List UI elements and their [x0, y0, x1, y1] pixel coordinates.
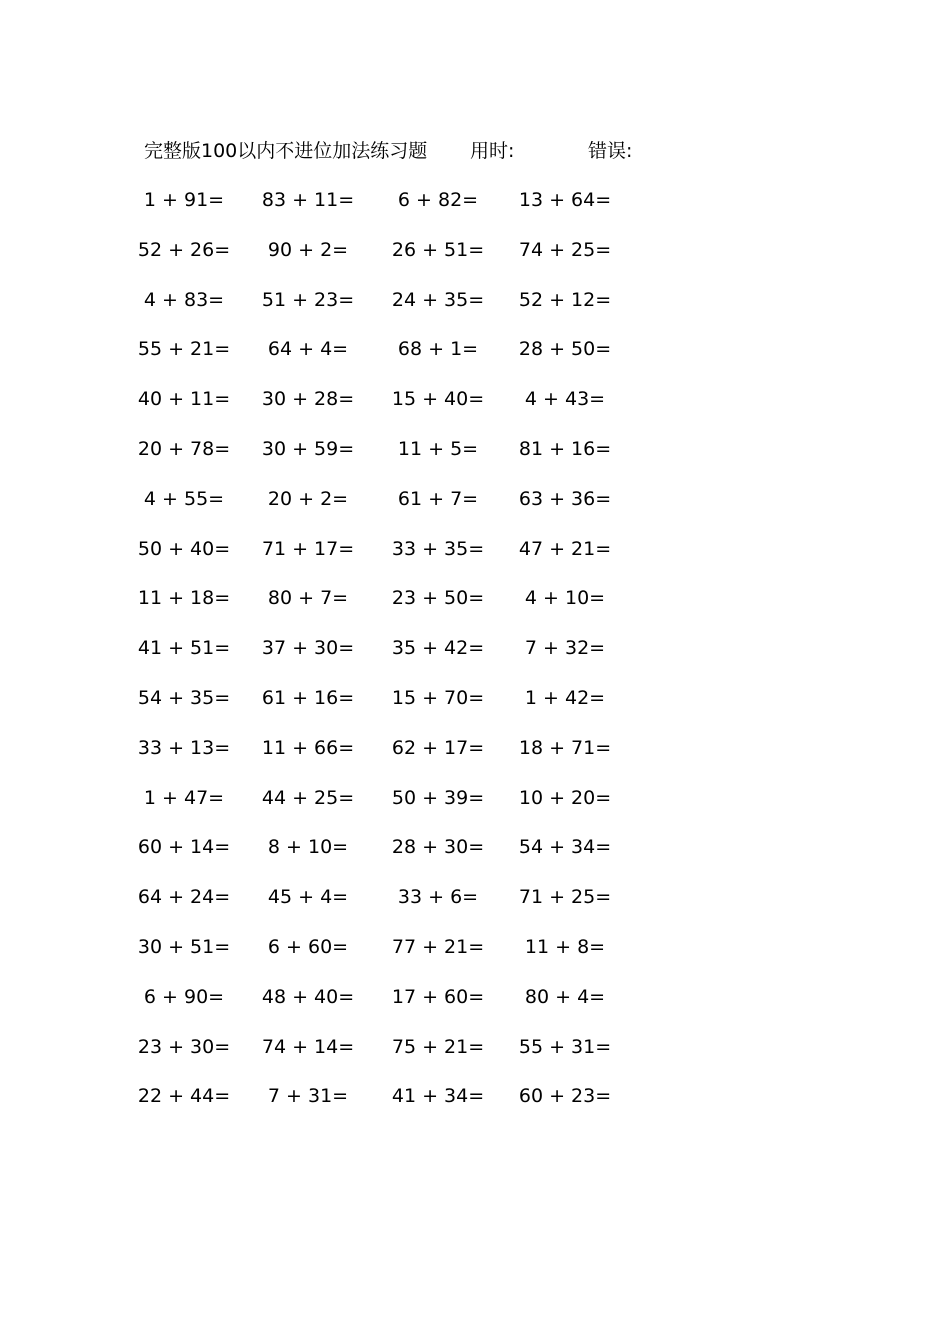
problem-row	[0, 833, 950, 883]
addition-problem: 74 + 14=	[261, 1035, 355, 1058]
addition-problem: 80 + 4=	[524, 985, 606, 1008]
problem-row	[0, 983, 950, 1033]
addition-problem: 77 + 21=	[391, 935, 485, 958]
addition-problem: 6 + 82=	[397, 189, 479, 211]
addition-problem: 71 + 25=	[518, 886, 612, 909]
problem-row	[0, 784, 950, 834]
addition-problem: 6 + 90=	[143, 985, 225, 1008]
addition-problem: 4 + 83=	[143, 288, 225, 311]
addition-problem: 30 + 51=	[137, 935, 231, 958]
addition-problem: 63 + 36=	[518, 487, 612, 510]
addition-problem: 26 + 51=	[391, 238, 485, 261]
addition-problem: 33 + 35=	[391, 537, 485, 560]
addition-problem: 40 + 11=	[137, 388, 231, 411]
addition-problem: 68 + 1=	[397, 338, 479, 361]
addition-problem: 11 + 66=	[261, 736, 355, 759]
addition-problem: 64 + 24=	[137, 886, 231, 909]
addition-problem: 48 + 40=	[261, 985, 355, 1008]
addition-problem: 55 + 31=	[518, 1035, 612, 1058]
addition-problem: 20 + 78=	[137, 437, 231, 460]
addition-problem: 13 + 64=	[518, 189, 612, 211]
addition-problem: 35 + 42=	[391, 637, 485, 660]
addition-problem: 44 + 25=	[261, 786, 355, 809]
addition-problem: 37 + 30=	[261, 637, 355, 660]
addition-problem: 22 + 44=	[137, 1085, 231, 1108]
addition-problem: 24 + 35=	[391, 288, 485, 311]
addition-problem: 61 + 7=	[397, 487, 479, 510]
addition-problem: 11 + 5=	[397, 437, 479, 460]
problem-row	[0, 883, 950, 933]
problem-row	[0, 485, 950, 535]
addition-problem: 41 + 51=	[137, 637, 231, 660]
problem-row	[0, 335, 950, 385]
addition-problem: 4 + 43=	[524, 388, 606, 411]
problem-row	[0, 933, 950, 983]
addition-problem: 30 + 28=	[261, 388, 355, 411]
addition-problem: 54 + 35=	[137, 686, 231, 709]
errors-label: 错误:	[588, 140, 633, 162]
addition-problem: 4 + 10=	[524, 587, 606, 610]
addition-problem: 52 + 26=	[137, 238, 231, 261]
addition-problem: 90 + 2=	[267, 238, 349, 261]
addition-problem: 54 + 34=	[518, 836, 612, 859]
addition-problem: 33 + 6=	[397, 886, 479, 909]
addition-problem: 81 + 16=	[518, 437, 612, 460]
problem-row	[0, 286, 950, 336]
problem-grid	[0, 186, 950, 1132]
addition-problem: 64 + 4=	[267, 338, 349, 361]
problem-row	[0, 385, 950, 435]
addition-problem: 71 + 17=	[261, 537, 355, 560]
problem-row	[0, 734, 950, 784]
addition-problem: 28 + 50=	[518, 338, 612, 361]
time-label: 用时:	[470, 140, 515, 162]
addition-problem: 15 + 40=	[391, 388, 485, 411]
addition-problem: 1 + 91=	[143, 189, 225, 211]
problem-row	[0, 684, 950, 734]
addition-problem: 50 + 39=	[391, 786, 485, 809]
addition-problem: 8 + 10=	[267, 836, 349, 859]
addition-problem: 61 + 16=	[261, 686, 355, 709]
addition-problem: 15 + 70=	[391, 686, 485, 709]
problem-row	[0, 584, 950, 634]
addition-problem: 50 + 40=	[137, 537, 231, 560]
problem-row	[0, 1033, 950, 1083]
addition-problem: 60 + 23=	[518, 1085, 612, 1108]
addition-problem: 10 + 20=	[518, 786, 612, 809]
addition-problem: 45 + 4=	[267, 886, 349, 909]
problem-row	[0, 435, 950, 485]
addition-problem: 11 + 8=	[524, 935, 606, 958]
problem-row	[0, 186, 950, 236]
addition-problem: 83 + 11=	[261, 189, 355, 211]
addition-problem: 7 + 32=	[524, 637, 606, 660]
addition-problem: 23 + 30=	[137, 1035, 231, 1058]
addition-problem: 51 + 23=	[261, 288, 355, 311]
addition-problem: 4 + 55=	[143, 487, 225, 510]
addition-problem: 30 + 59=	[261, 437, 355, 460]
addition-problem: 80 + 7=	[267, 587, 349, 610]
problem-row	[0, 535, 950, 585]
addition-problem: 33 + 13=	[137, 736, 231, 759]
addition-problem: 17 + 60=	[391, 985, 485, 1008]
problem-row	[0, 1082, 950, 1132]
addition-problem: 52 + 12=	[518, 288, 612, 311]
addition-problem: 20 + 2=	[267, 487, 349, 510]
addition-problem: 7 + 31=	[267, 1085, 349, 1108]
addition-problem: 55 + 21=	[137, 338, 231, 361]
addition-problem: 18 + 71=	[518, 736, 612, 759]
addition-problem: 41 + 34=	[391, 1085, 485, 1108]
addition-problem: 11 + 18=	[137, 587, 231, 610]
addition-problem: 1 + 47=	[143, 786, 225, 809]
problem-row	[0, 634, 950, 684]
addition-problem: 75 + 21=	[391, 1035, 485, 1058]
addition-problem: 23 + 50=	[391, 587, 485, 610]
problem-row	[0, 236, 950, 286]
worksheet-title: 完整版100以内不进位加法练习题	[144, 140, 428, 162]
addition-problem: 62 + 17=	[391, 736, 485, 759]
addition-problem: 1 + 42=	[524, 686, 606, 709]
addition-problem: 28 + 30=	[391, 836, 485, 859]
addition-problem: 60 + 14=	[137, 836, 231, 859]
addition-problem: 74 + 25=	[518, 238, 612, 261]
addition-problem: 47 + 21=	[518, 537, 612, 560]
addition-problem: 6 + 60=	[267, 935, 349, 958]
